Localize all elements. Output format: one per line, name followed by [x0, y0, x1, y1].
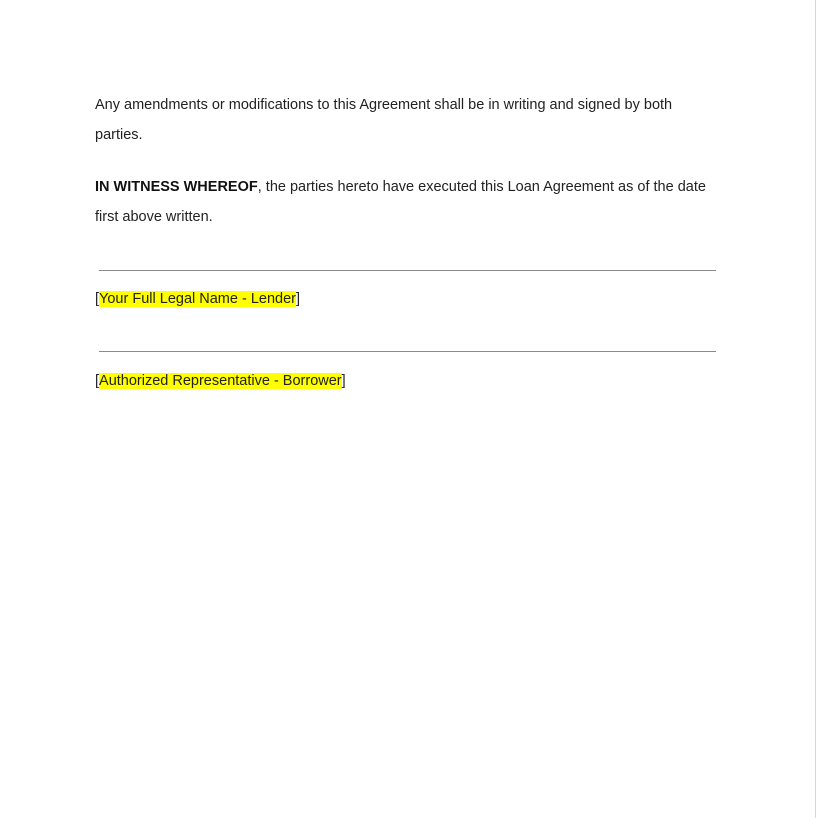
open-bracket: [	[95, 373, 100, 389]
lender-name-placeholder: Your Full Legal Name - Lender	[99, 291, 296, 307]
witness-text: , the parties hereto have executed this Loan Agreement as of the date first above written.	[95, 179, 706, 225]
open-bracket: [	[95, 291, 100, 307]
close-bracket: ]	[295, 291, 301, 307]
amendments-text: Any amendments or modifications to this Agreement shall be in writing and signed by both parties.	[95, 97, 673, 143]
borrower-signature-name	[95, 371, 346, 391]
close-bracket: ]	[341, 373, 346, 389]
amendments-paragraph	[95, 90, 715, 150]
lender-signature-name	[95, 289, 300, 309]
borrower-signature-line	[99, 351, 716, 352]
lender-signature-line	[99, 270, 716, 271]
witness-lead: IN WITNESS WHEREOF	[95, 179, 258, 195]
witness-paragraph	[95, 172, 715, 232]
borrower-name-placeholder: Authorized Representative - Borrower	[99, 373, 342, 389]
